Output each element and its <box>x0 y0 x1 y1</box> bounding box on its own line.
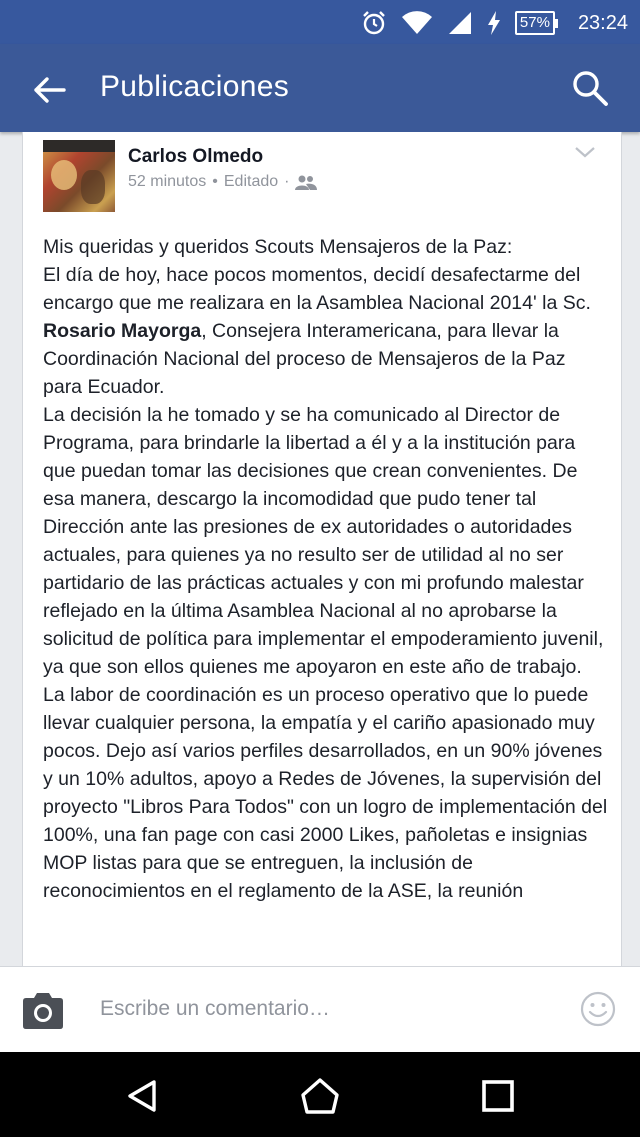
avatar[interactable] <box>43 140 115 212</box>
wifi-icon <box>401 10 433 36</box>
cell-signal-icon <box>447 10 473 36</box>
post-body <box>43 233 608 905</box>
meta-dot: · <box>284 173 290 190</box>
app-bar <box>0 44 640 132</box>
clock: 23:24 <box>577 11 628 34</box>
post-text-rest: , Consejera Interamericana, para llevar la Coordinación Nacional del proceso de Mensajeros de la Paz para Ecuador. La decisión la he tomado y se ha comunicado al Director de Programa, para brindarle la libertad a él y a la institución para que puedan tomar las decisiones que crean convenientes. De esa manera, descargo la incomodidad que pudo tener tal Dirección ante las presiones de ex autoridades o autoridades actuales, para quienes ya no resulto ser de utilidad al no ser partidario de las prácticas actuales y con mi profundo malestar reflejado en la última Asamblea Nacional al no aprobarse la solicitud de política para implementar el empoderamiento juvenil, ya que son ellos quienes me apoyaron en este año de trabajo. La labor de coordinación es un proceso operativo que lo puede llevar cualquier persona, la empatía y el cariño apasionado muy pocos. Dejo así varios perfiles desarrollados, en un 90% jóvenes y un 10% adultos, apoyo a Redes de Jóvenes, la supervisión del proyecto "Libros Para Todos" con un logro de implementación del 100%, una fan page con casi 2000 Likes, pañoletas e insignias MOP listas para que se entreguen, la inclusión de reconocimientos en el reglamento de la ASE, la reunión <box>43 320 608 902</box>
chevron-down-icon[interactable] <box>573 140 597 164</box>
smiley-icon[interactable] <box>580 991 616 1027</box>
comment-bar <box>0 966 640 1053</box>
alarm-icon <box>361 10 387 36</box>
comment-input[interactable] <box>100 997 540 1021</box>
meta-separator: • <box>212 173 218 190</box>
recents-icon[interactable] <box>478 1076 518 1116</box>
post-card <box>22 132 622 972</box>
system-nav-bar <box>0 1052 640 1137</box>
friends-icon <box>295 174 317 190</box>
camera-icon[interactable] <box>20 991 66 1031</box>
search-icon[interactable] <box>570 68 610 108</box>
charging-icon <box>487 11 501 35</box>
status-icons <box>361 8 628 38</box>
mention-link[interactable]: Rosario Mayorga <box>43 320 202 342</box>
home-icon[interactable] <box>300 1076 340 1116</box>
post-text-intro: Mis queridas y queridos Scouts Mensajeros de la Paz: El día de hoy, hace pocos momentos, decidí desafectarme del encargo que me realizara en la Asamblea Nacional 2014' la Sc. <box>43 236 591 314</box>
post-time: 52 minutos <box>128 173 207 190</box>
back-triangle-icon[interactable] <box>122 1076 162 1116</box>
post-edited-label[interactable]: Editado <box>223 173 279 190</box>
back-arrow-icon[interactable] <box>30 70 70 110</box>
page-title: Publicaciones <box>100 70 290 103</box>
battery-level: 57% <box>515 11 555 35</box>
post-author[interactable]: Carlos Olmedo <box>128 146 264 167</box>
post-meta <box>128 173 317 191</box>
status-bar <box>0 0 640 44</box>
battery-indicator <box>515 11 558 35</box>
